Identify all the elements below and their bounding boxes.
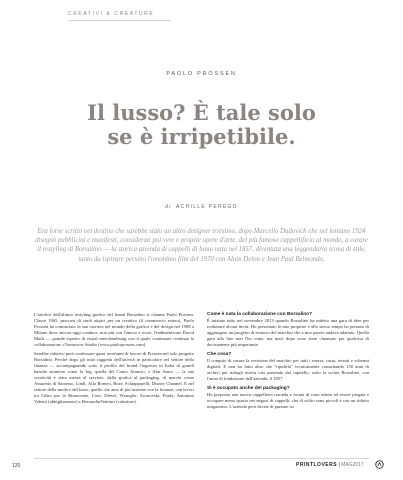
answer-paragraph: Ho proposto una nuova cappelliera rotonda e forma di cono adatta ad essere piegata e occupare meno spazio nei negozi di cappelli, che di solito sono piccoli e con un ridotto magazzino. L'azienda però decise di puntare su [207,392,369,410]
featured-name: PAOLO PROSSEN [166,71,237,77]
question-heading: Come è nata la collaborazione con Borsalino? [207,312,313,317]
magazine-footer: PRINTLOVERS | MAG2017 [296,462,364,468]
top-divider [68,20,171,21]
body-paragraph: Sarebbe ridutivo però confessare quasi trent'anni di lavoro di Prossen nel solo progetto Borsalino. Perché dopo gli inizi ruggenti dell'attività in particolare nel settore della finanza — accompagnando sotto il profilo del brand l'ingresso in Italia di grandi banche straniere come la Ing, quella del Conto Arancio, e Abn Amro — la sua creatività è stata messa al servizio, dalla grafica al packaging, di marchi come Amaretto di Saronno, Lindt, Alfa Romeo, Bose, Schiapparelli, Disney Channel. E nel settore della moda e del lusso, quello che ama di più insieme con la finanza, con lavori tra l'altro per la Rinascente, Coin, Diesel, Wrangler, Swarovski, Prada, Antonino Valenti (abbigliamento) e BernardinVentturi (calzature). [34,351,194,404]
question-heading: Che cosa? [207,351,232,357]
section-tag: CREATIVI & CREATURE [68,11,155,17]
answer-paragraph: È iniziato tutto nel novembre 2013 quando Borsalino ha indetto una gara di idee per realizzare alcuni inviti. Ho presentato le mie proposte e allo stesso tempo ho pensato di aggiungere un progetto di rinnovo del marchio che a mio parere andava adattato. Quella gara alla fine non l'ho vinta, ma mesi dopo sono stato chiamato per qualcosa di decisamente più importante. [207,318,369,348]
byline-prefix: di [165,204,172,210]
magazine-logo-icon [375,460,384,469]
byline-author: ACHILLE PEREGO [176,204,238,210]
question-heading: Sì è occupato anche del packaging? [207,385,290,391]
right-column [207,312,369,414]
headline-line-1: Il lusso? È tale solo [87,100,316,125]
footer-divider [34,458,369,459]
answer-paragraph: Il compito di curare la revisione del marchio per tutti i mezzi: carta, tessuti e schermi digitali. E non ho fatto altro che "ripulirlo" tecnicamente consultando 150 anni di archivi per ridargli nuova vita partendo dal capitello, sotto la scritta Borsalino, con l'anno di fondazione dell'azienda, il 1857. [207,358,369,382]
lead-paragraph: Era forse scritto nel destino che sarebbe stato un altro designer triestino, dopo Marcello Dudovich che nel lontano 1924 disegnò pubblicità e manifesti, considerati poi vere e proprie opere d'arte, del più famoso cappellificio al mondo, a curare il restyling di Borsalino — la storica azienda di cappelli di lusso nata nel 1857, diventata una leggendaria icona di stile, tanto da ispirare persino l'omonimo film del 1970 con Alain Delon e Jean Paul Belmondo. [35,228,368,263]
headline [60,101,343,149]
magazine-name: PRINTLOVERS [296,462,338,468]
headline-line-2: se è irripetibile. [107,124,296,149]
body-paragraph: L'artefice dell'ultimo restyling grafico del brand Borsalino si chiama Paolo Prossen. Classe 1965, percorsi di studi atipici per un creativo (il commercio estero), Paolo Prossen ha cominciato la sua carriera nel mondo della grafica e del design nel 1988 a Milano dove ancora oggi conduce, non più con l'amico e socio, l'indimenticato David Mack — grande esperto di visual merchandising con il quale continuare continua la collaborazione «Tomorrow Studio (www.paoloprossen.com). [34,312,194,347]
issue-label: MAG2017 [341,462,364,468]
page-number: 120 [12,463,21,469]
byline [0,204,403,210]
left-column [34,312,194,409]
